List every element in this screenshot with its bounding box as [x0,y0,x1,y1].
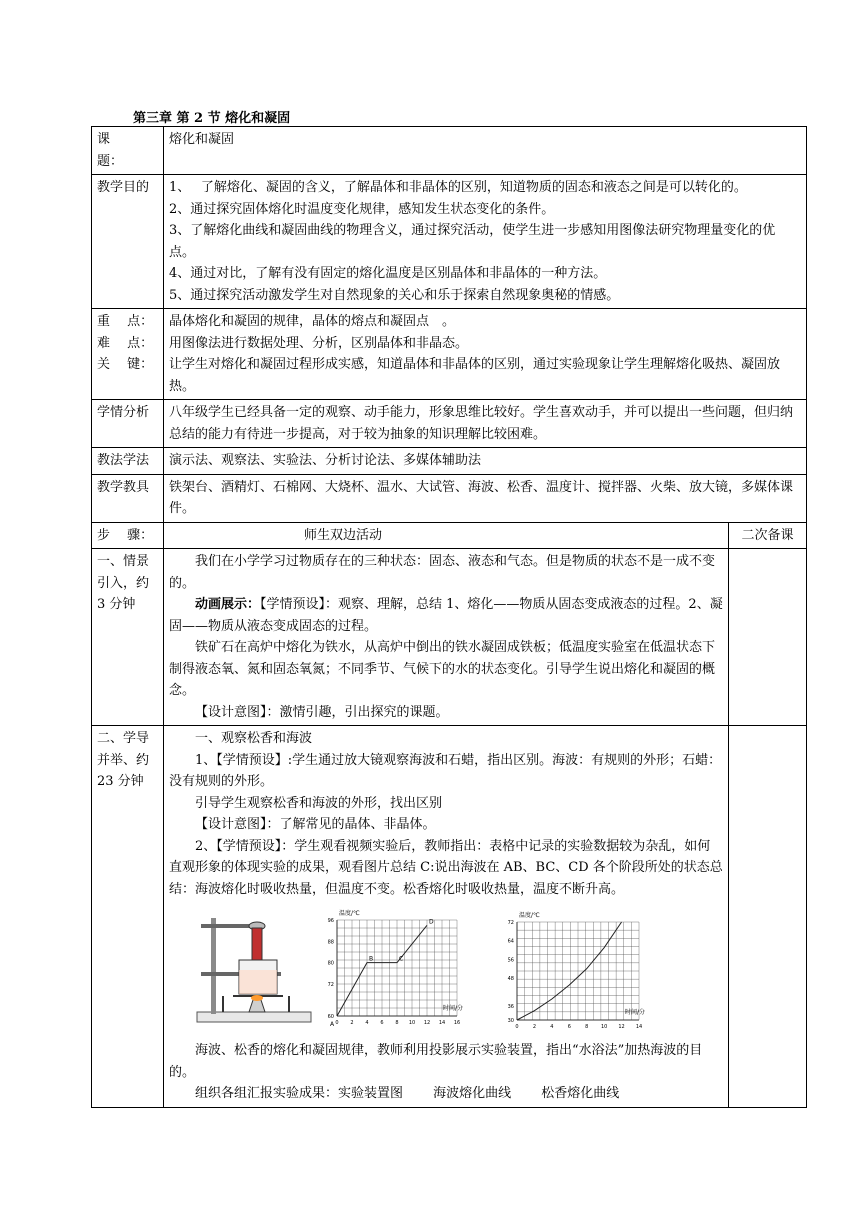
difficulty-label: 难 点： [97,335,154,351]
paragraph: 海波、松香的熔化和凝固规律，教师利用投影展示实验装置，指出“水浴法”加热海波的目的。 [169,1043,703,1080]
key-point-value: 晶体熔化和凝固的规律，晶体的熔点和凝固点 。 [169,314,456,329]
y-tick-label: 72 [507,920,514,926]
x-tick-label: 8 [395,1020,399,1026]
x-tick-label: 8 [585,1024,589,1030]
paragraph [169,594,723,637]
paragraph: 组织各组汇报实验成果：实验装置图 海波熔化曲线 松香熔化曲线 [195,1086,620,1101]
x-tick-label: 6 [380,1020,384,1026]
goals-label: 教学目的 [92,175,164,309]
point-label: A [330,1021,335,1028]
methods-label: 教法学法 [92,448,164,475]
x-tick-label: 10 [600,1024,608,1030]
animation-label: 动画展示： [195,597,261,612]
chart1-ylabel: 温度/℃ [339,910,360,917]
x-tick-label: 0 [335,1020,339,1026]
x-tick-label: 14 [438,1020,446,1026]
figures-row [169,906,723,1036]
row-keys [92,309,807,400]
y-tick-label: 48 [507,976,514,982]
point-label: D [429,918,434,926]
y-tick-label: 88 [327,939,334,946]
chart1-xlabel: 时间/分 [443,1005,464,1012]
paragraph: 【设计意图】：激情引趣，引出探究的课题。 [195,704,449,720]
step1-prep [728,549,806,726]
x-tick-label: 2 [350,1020,354,1026]
row-methods [92,448,807,475]
chart2-ylabel: 温度/℃ [519,912,540,919]
paragraph: 铁矿石在高炉中熔化为铁水，从高炉中倒出的铁水凝固成铁板；低温度实验室在低温状态下制得液态氧、氮和固态氧氮；不同季节、气候下的水的状态变化。引导学生说出熔化和凝固的概念。 [169,640,716,698]
y-tick-label: 96 [327,918,334,924]
row-step2 [92,726,807,1108]
goal-item: 1、 了解熔化、凝固的含义，了解晶体和非晶体的区别，知道物质的固态和液态之间是可以转化的。 [169,180,747,195]
topic-value: 熔化和凝固 [164,127,807,175]
difficulty-value: 用图像法进行数据处理、分析，区别晶体和非晶态。 [169,335,469,351]
row-tools [92,474,807,522]
paragraph: 一、观察松香和海波 [195,731,313,746]
methods-value: 演示法、观察法、实验法、分析讨论法、多媒体辅助法 [164,448,807,475]
row-analysis [92,400,807,448]
step1-label: 一、情景引入，约 3 分钟 [92,549,164,726]
y-tick-label: 36 [507,1004,514,1010]
tools-value: 铁架台、酒精灯、石棉网、大烧杯、温水、大试管、海波、松香、温度计、搅拌器、火柴、放大镜，多媒体课件。 [164,474,807,522]
paragraph: 我们在小学学习过物质存在的三种状态：固态、液态和气态。但是物质的状态不是一成不变的。 [169,554,716,591]
tools-label: 教学教具 [92,474,164,522]
hypo-melting-chart [315,906,475,1034]
page-title: 第三章 第 2 节 熔化和凝固 [133,111,291,126]
row-steps-header [92,522,807,549]
step2-prep [728,726,806,1108]
x-tick-label: 12 [618,1024,625,1030]
goal-item: 5、通过探究活动激发学生对自然现象的关心和乐于探索自然现象奥秘的情感。 [169,287,620,303]
rosin-melting-chart [493,908,653,1034]
key-value: 让学生对熔化和凝固过程形成实感，知道晶体和非晶体的区别，通过实验现象让学生理解熔化吸热、凝固放热。 [169,357,781,394]
analysis-label: 学情分析 [92,400,164,448]
goals-content [164,175,807,309]
x-tick-label: 14 [635,1024,643,1030]
y-tick-label: 64 [507,938,514,945]
x-tick-label: 2 [532,1024,537,1030]
apparatus-image [195,914,313,1026]
goal-item: 4、通过对比，了解有没有固定的熔化温度是区别晶体和非晶体的一种方法。 [169,266,607,281]
paragraph: 2、【学情预设】：学生观看视频实验后，教师指出：表格中记录的实验数据较为杂乱，如何直观形象的体现实验的成果，观看图片总结 C:说出海波在 AB、BC、CD 各个阶段所处的状态总结：海波熔化时吸收热量，但温度不变。松香熔化时吸收热量，温度不断升高。 [169,838,723,897]
step2-content [164,726,729,1108]
point-label: B [369,955,374,963]
lesson-plan-table [91,126,807,1108]
x-tick-label: 10 [408,1020,416,1026]
y-tick-label: 80 [327,960,334,967]
x-tick-label: 0 [515,1024,519,1030]
y-tick-label: 56 [507,957,514,964]
x-tick-label: 16 [453,1020,461,1026]
row-topic [92,127,807,175]
row-step1 [92,549,807,726]
keys-values [164,309,807,400]
point-label: C [399,955,404,963]
animation-text: 【学情预设】：观察、理解，总结 1、熔化——物质从固态变成液态的过程。2、凝固——物质从液态变成固态的过程。 [169,597,723,634]
x-tick-label: 6 [567,1024,571,1030]
y-tick-label: 60 [327,1014,334,1020]
goal-item: 2、通过探究固体熔化时温度变化规律，感知发生状态变化的条件。 [169,201,555,217]
x-tick-label: 12 [423,1020,431,1026]
x-tick-label: 4 [365,1020,369,1026]
y-tick-label: 30 [507,1018,514,1024]
topic-label: 课 题： [92,127,164,175]
analysis-value: 八年级学生已经具备一定的观察、动手能力，形象思维比较好。学生喜欢动手，并可以提出一些问题，但归纳总结的能力有待进一步提高，对于较为抽象的知识理解比较困难。 [164,400,807,448]
x-tick-label: 4 [550,1024,554,1030]
paragraph: 1、【学情预设】:学生通过放大镜观察海波和石蜡，指出区别。海波：有规则的外形；石蜡：没有规则的外形。 [169,752,722,789]
prep-header: 二次备课 [728,522,806,549]
y-tick-label: 72 [327,982,334,988]
goal-item: 3、了解熔化曲线和凝固曲线的物理含义，通过探究活动，使学生进一步感知用图像法研究物理量变化的优点。 [169,223,776,260]
paragraph: 【设计意图】：了解常见的晶体、非晶体。 [195,817,436,832]
steps-label: 步 骤： [92,522,164,549]
chart2-xlabel: 时间/分 [625,1009,646,1016]
keys-labels [92,309,164,400]
key-label: 关 键： [97,357,154,372]
paragraph: 引导学生观察松香和海波的外形，找出区别 [195,795,443,811]
step2-label: 二、学导并举、约 23 分钟 [92,726,164,1108]
key-point-label: 重 点： [97,314,154,329]
activity-header: 师生双边活动 [164,522,729,549]
step1-content [164,549,729,726]
row-goals [92,175,807,309]
